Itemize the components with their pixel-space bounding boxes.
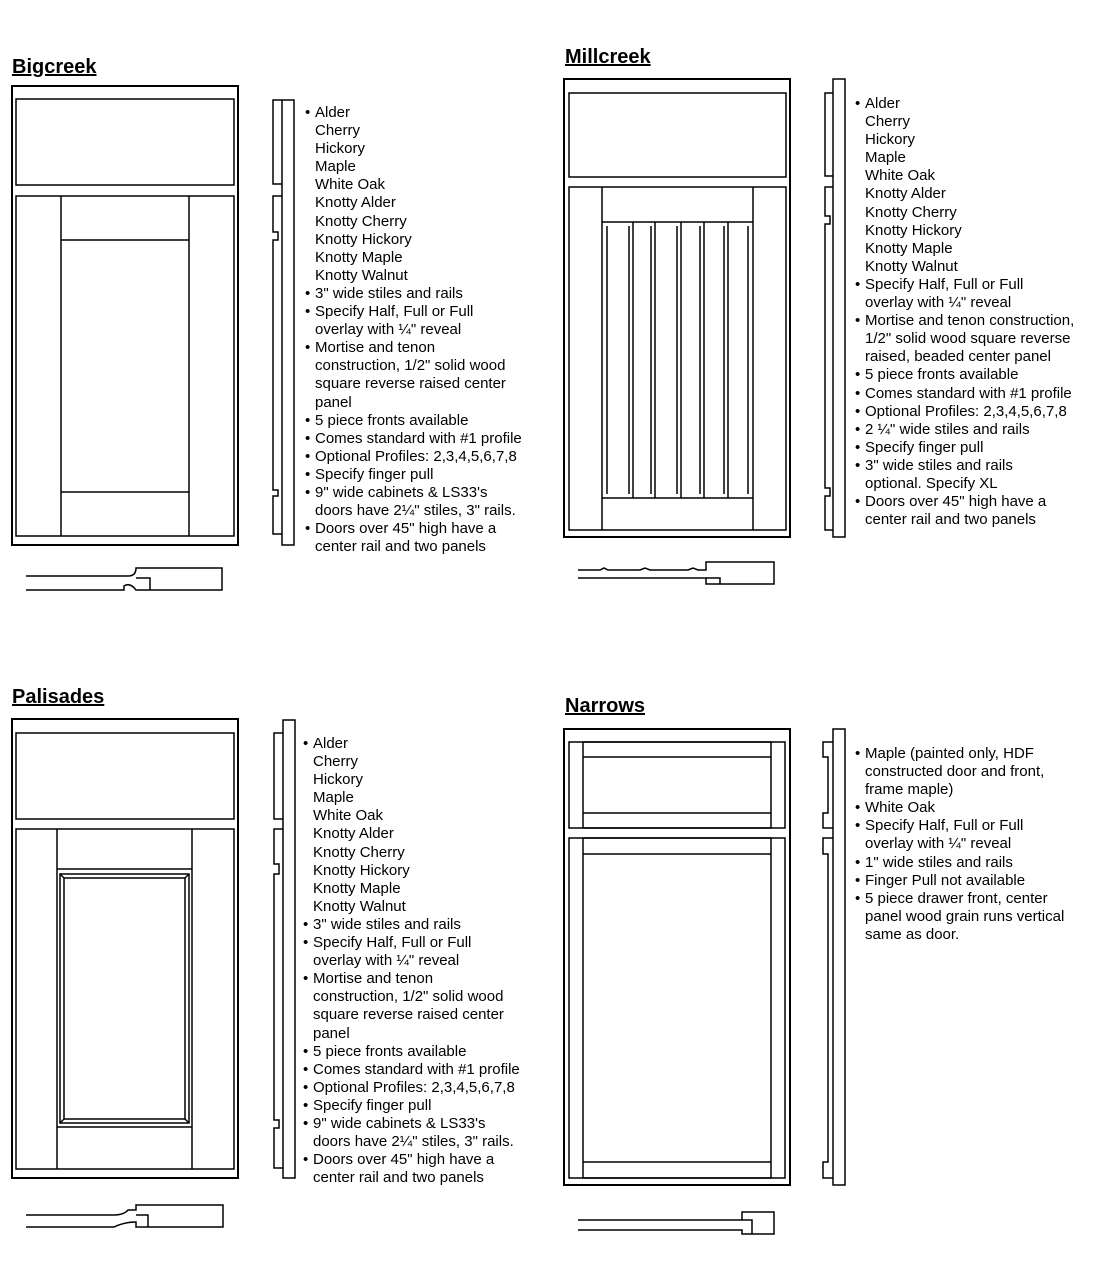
spec-line: • 3" wide stiles and rails [305, 285, 522, 303]
spec-line: • 2 ¼" wide stiles and rails [855, 421, 1074, 439]
spec-line: construction, 1/2" solid wood [315, 357, 506, 375]
narrows-door-drawing [564, 729, 790, 1185]
spec-line: Hickory [313, 771, 364, 789]
spec-line: doors have 2¼" stiles, 3" rails. [315, 502, 516, 520]
spec-line: • Mortise and tenon construction, [855, 312, 1074, 330]
millcreek-door-drawing [564, 79, 790, 537]
spec-line: raised, beaded center panel [865, 348, 1051, 366]
palisades-door-drawing [12, 719, 238, 1178]
spec-line: • Alder [303, 735, 520, 753]
spec-line: White Oak [315, 176, 386, 194]
spec-line: Maple [315, 158, 356, 176]
spec-line: • Finger Pull not available [855, 872, 1064, 890]
spec-line: Knotty Hickory [315, 230, 412, 248]
spec-line: center rail and two panels [865, 511, 1036, 529]
spec-line: Cherry [865, 113, 911, 131]
spec-line: White Oak [313, 807, 384, 825]
spec-line: Hickory [865, 131, 916, 149]
spec-line: Knotty Walnut [315, 266, 408, 284]
spec-line: • 5 piece fronts available [303, 1043, 520, 1061]
spec-line: • White Oak [855, 799, 1064, 817]
bigcreek-title: Bigcreek [12, 56, 97, 78]
spec-line: square reverse raised center [315, 375, 506, 393]
bigcreek-side-profile [273, 100, 294, 545]
spec-line: • 1" wide stiles and rails [855, 854, 1064, 872]
spec-line: • Optional Profiles: 2,3,4,5,6,7,8 [855, 403, 1074, 421]
spec-line: overlay with ¼" reveal [865, 835, 1012, 853]
spec-line: • 5 piece fronts available [855, 366, 1074, 384]
spec-line: • Comes standard with #1 profile [303, 1061, 520, 1079]
spec-line: panel [315, 393, 352, 411]
millcreek-title: Millcreek [565, 46, 651, 68]
spec-line: frame maple) [865, 781, 954, 799]
spec-line: optional. Specify XL [865, 474, 998, 492]
spec-line: overlay with ¼" reveal [865, 294, 1012, 312]
spec-line: • 3" wide stiles and rails [303, 916, 520, 934]
spec-line: • 5 piece drawer front, center [855, 890, 1064, 908]
spec-line: Knotty Maple [315, 248, 403, 266]
bigcreek-edge-profile [26, 568, 222, 590]
spec-line: • 5 piece fronts available [305, 412, 522, 430]
spec-line: Knotty Maple [865, 239, 953, 257]
spec-line: Knotty Maple [313, 879, 401, 897]
spec-line: • Doors over 45" high have a [303, 1151, 520, 1169]
spec-line: • 3" wide stiles and rails [855, 457, 1074, 475]
spec-line: • Optional Profiles: 2,3,4,5,6,7,8 [305, 448, 522, 466]
spec-line: constructed door and front, [865, 763, 1045, 781]
spec-line: Maple [313, 789, 354, 807]
spec-line: Maple [865, 149, 906, 167]
narrows-edge-profile [578, 1212, 774, 1234]
palisades-title: Palisades [12, 686, 105, 708]
spec-line: White Oak [865, 167, 936, 185]
millcreek-side-profile [825, 79, 845, 537]
spec-line: • 9" wide cabinets & LS33's [305, 484, 522, 502]
spec-line: Knotty Alder [315, 194, 396, 212]
spec-line: overlay with ¼" reveal [313, 952, 460, 970]
spec-line: Knotty Hickory [865, 221, 962, 239]
spec-line: Knotty Hickory [313, 861, 410, 879]
spec-line: • Specify Half, Full or Full [303, 934, 520, 952]
spec-line: Knotty Cherry [865, 203, 957, 221]
spec-line: construction, 1/2" solid wood [313, 988, 504, 1006]
spec-line: • Specify Half, Full or Full [305, 303, 522, 321]
spec-line: Knotty Alder [865, 185, 946, 203]
spec-line: • Comes standard with #1 profile [305, 430, 522, 448]
bigcreek-door-drawing [12, 86, 238, 545]
spec-line: • 9" wide cabinets & LS33's [303, 1115, 520, 1133]
spec-line: same as door. [865, 925, 960, 943]
spec-line: Knotty Alder [313, 825, 394, 843]
palisades-side-profile [274, 720, 295, 1178]
spec-line: • Alder [305, 104, 522, 122]
spec-line: doors have 2¼" stiles, 3" rails. [313, 1133, 514, 1151]
spec-line: Cherry [313, 753, 359, 771]
narrows-side-profile [823, 729, 845, 1185]
spec-line: • Doors over 45" high have a [855, 493, 1074, 511]
spec-line: • Doors over 45" high have a [305, 520, 522, 538]
spec-line: • Comes standard with #1 profile [855, 385, 1074, 403]
spec-line: center rail and two panels [313, 1169, 484, 1187]
millcreek-edge-profile [578, 562, 774, 584]
spec-line: • Specify finger pull [855, 439, 1074, 457]
spec-line: • Optional Profiles: 2,3,4,5,6,7,8 [303, 1079, 520, 1097]
spec-line: 1/2" solid wood square reverse [865, 330, 1071, 348]
spec-line: • Mortise and tenon [303, 970, 520, 988]
spec-line: Knotty Walnut [313, 897, 406, 915]
spec-line: • Specify finger pull [303, 1097, 520, 1115]
spec-line: • Specify Half, Full or Full [855, 276, 1074, 294]
palisades-edge-profile [26, 1205, 223, 1227]
spec-line: Knotty Cherry [315, 212, 407, 230]
spec-line: overlay with ¼" reveal [315, 321, 462, 339]
spec-line: Hickory [315, 140, 366, 158]
spec-line: center rail and two panels [315, 538, 486, 556]
spec-line: panel [313, 1024, 350, 1042]
spec-line: • Alder [855, 95, 1074, 113]
spec-line: panel wood grain runs vertical [865, 907, 1065, 925]
spec-line: Knotty Walnut [865, 257, 958, 275]
spec-line: • Specify finger pull [305, 466, 522, 484]
narrows-title: Narrows [565, 695, 646, 717]
spec-line: square reverse raised center [313, 1006, 504, 1024]
spec-line: • Maple (painted only, HDF [855, 745, 1064, 763]
spec-line: Knotty Cherry [313, 843, 405, 861]
spec-line: • Mortise and tenon [305, 339, 522, 357]
spec-line: • Specify Half, Full or Full [855, 817, 1064, 835]
spec-line: Cherry [315, 122, 361, 140]
